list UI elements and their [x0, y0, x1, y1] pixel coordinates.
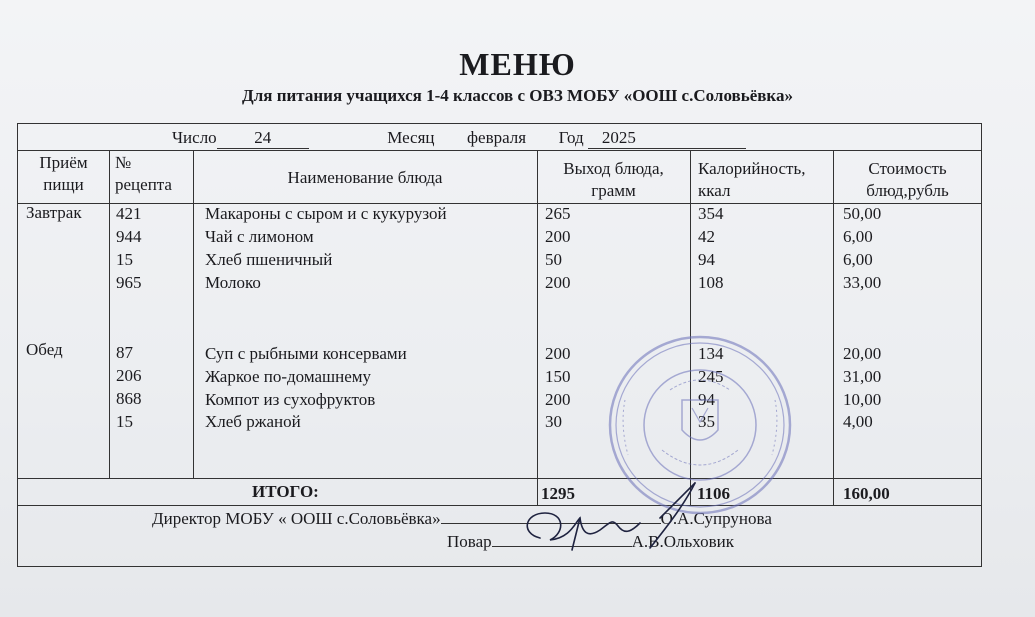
table-row-dish: Жаркое по-домашнему — [205, 367, 372, 386]
col-header-cost-line1: Стоимость — [868, 159, 947, 178]
totals-bottom-divider — [17, 505, 982, 506]
totals-cost: 160,00 — [843, 484, 890, 503]
col-divider-1 — [109, 150, 110, 478]
col-header-yield-line1: Выход блюда, — [563, 159, 664, 178]
year-label: Год — [558, 128, 584, 147]
meal-name-breakfast: Завтрак — [26, 203, 82, 222]
month-label: Месяц — [387, 128, 435, 147]
table-row-cost: 31,00 — [843, 367, 882, 386]
table-row-cost: 4,00 — [843, 412, 873, 431]
col-header-recipe-line2: рецепта — [115, 175, 172, 194]
table-row-recipe: 206 — [116, 366, 142, 385]
table-row-calories: 94 — [698, 390, 715, 409]
table-row-calories: 42 — [698, 227, 715, 246]
table-row-calories: 354 — [698, 204, 724, 223]
col-header-meal-line2: пищи — [43, 175, 84, 194]
month-value: февраля — [467, 128, 527, 147]
date-row-divider — [17, 150, 982, 151]
cook-name: А.В.Ольховик — [631, 532, 734, 551]
totals-label: ИТОГО: — [252, 482, 319, 501]
table-row-dish: Компот из сухофруктов — [205, 390, 376, 409]
table-row-yield: 200 — [545, 390, 571, 409]
table-row-cost: 20,00 — [843, 344, 882, 363]
col-header-recipe-line1: № — [115, 153, 132, 172]
table-row-dish: Чай с лимоном — [205, 227, 314, 246]
director-name: О.А.Супрунова — [660, 509, 772, 528]
header-row-divider — [17, 203, 982, 204]
table-row-yield: 150 — [545, 367, 571, 386]
cook-label: Повар — [447, 532, 492, 551]
totals-yield: 1295 — [541, 484, 575, 503]
col-header-yield-line2: грамм — [591, 181, 636, 200]
table-row-cost: 33,00 — [843, 273, 882, 292]
director-label: Директор МОБУ « ООШ с.Соловьёвка» — [152, 509, 441, 528]
col-header-yield — [537, 158, 690, 202]
table-row-recipe: 868 — [116, 389, 142, 408]
table-row-calories: 108 — [698, 273, 724, 292]
day-label: Число — [172, 128, 217, 147]
table-row-calories: 134 — [698, 344, 724, 363]
table-row-calories: 245 — [698, 367, 724, 386]
table-row-cost: 50,00 — [843, 204, 882, 223]
table-row-cost: 6,00 — [843, 227, 873, 246]
table-row-yield: 30 — [545, 412, 562, 431]
table-row-recipe: 421 — [116, 204, 142, 223]
table-row-yield: 200 — [545, 344, 571, 363]
col-divider-2 — [193, 150, 194, 478]
table-row-calories: 94 — [698, 250, 715, 269]
year-value: 2025 — [588, 128, 746, 149]
col-header-recipe — [115, 152, 172, 196]
table-row-calories: 35 — [698, 412, 715, 431]
table-row-dish: Суп с рыбными консервами — [205, 344, 407, 363]
table-row-yield: 50 — [545, 250, 562, 269]
col-header-calories-line1: Калорийность, — [698, 159, 806, 178]
table-row-yield: 200 — [545, 273, 571, 292]
col-header-meal — [18, 152, 109, 196]
table-row-recipe: 15 — [116, 412, 133, 431]
table-row-cost: 10,00 — [843, 390, 882, 409]
col-header-meal-line1: Приём — [39, 153, 88, 172]
table-row-yield: 200 — [545, 227, 571, 246]
page-subtitle: Для питания учащихся 1-4 классов с ОВЗ МОБУ «ООШ с.Соловьёвка» — [242, 86, 793, 105]
table-row-recipe: 944 — [116, 227, 142, 246]
date-row — [172, 128, 746, 149]
table-row-recipe: 965 — [116, 273, 142, 292]
table-row-dish: Хлеб пшеничный — [205, 250, 333, 269]
totals-top-divider — [17, 478, 982, 479]
table-row-recipe: 15 — [116, 250, 133, 269]
col-divider-5 — [833, 150, 834, 505]
col-divider-3 — [537, 150, 538, 505]
col-header-calories-line2: ккал — [698, 181, 731, 200]
table-row-recipe: 87 — [116, 343, 133, 362]
page-title: МЕНЮ — [459, 46, 576, 82]
col-header-calories — [698, 158, 806, 202]
totals-calories: 1106 — [697, 484, 731, 503]
table-row-dish: Молоко — [205, 273, 261, 292]
table-row-cost: 6,00 — [843, 250, 873, 269]
col-header-dish: Наименование блюда — [287, 168, 443, 187]
table-row-dish: Макароны с сыром и с кукурузой — [205, 204, 447, 223]
meal-name-lunch: Обед — [26, 340, 63, 359]
col-header-cost-line2: блюд,рубль — [866, 181, 949, 200]
handwritten-signature — [510, 478, 730, 558]
table-row-yield: 265 — [545, 204, 571, 223]
day-value: 24 — [217, 128, 309, 149]
table-row-dish: Хлеб ржаной — [205, 412, 301, 431]
col-header-cost — [833, 158, 982, 202]
